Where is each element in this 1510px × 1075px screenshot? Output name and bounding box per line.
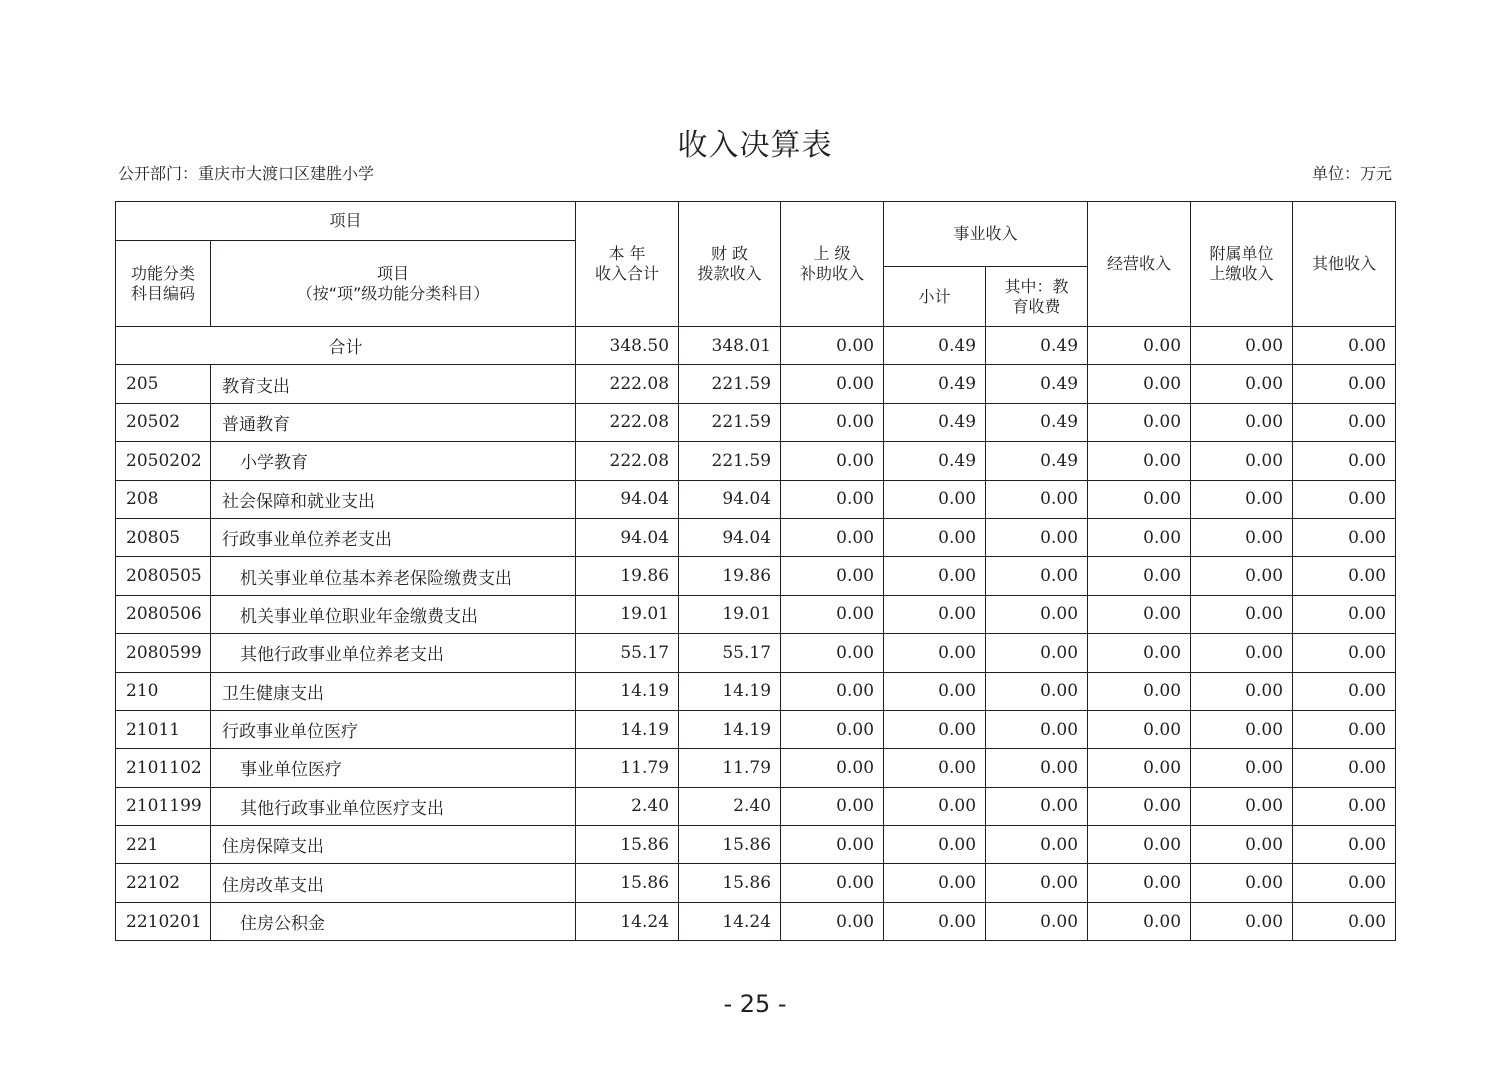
table-row (116, 672, 1396, 710)
row-code: 2080505 (116, 557, 211, 595)
total-row (116, 327, 1396, 365)
row-value: 0.00 (781, 902, 884, 940)
row-value: 0.49 (986, 442, 1088, 480)
row-value: 19.86 (576, 557, 679, 595)
row-value: 0.00 (1293, 403, 1396, 441)
row-value: 0.49 (986, 403, 1088, 441)
row-value: 0.00 (781, 480, 884, 518)
row-value: 0.00 (1088, 672, 1191, 710)
row-name: 教育支出 (211, 365, 576, 403)
row-value: 19.01 (679, 595, 781, 633)
row-value: 0.00 (781, 634, 884, 672)
table-row (116, 442, 1396, 480)
row-value: 0.00 (1088, 902, 1191, 940)
row-value: 0.00 (1088, 595, 1191, 633)
total-value: 0.00 (781, 327, 884, 365)
row-value: 94.04 (679, 480, 781, 518)
row-value: 11.79 (576, 749, 679, 787)
row-value: 222.08 (576, 442, 679, 480)
row-value: 14.19 (679, 672, 781, 710)
total-value: 0.00 (1088, 327, 1191, 365)
row-value: 94.04 (576, 518, 679, 556)
row-value: 0.00 (986, 672, 1088, 710)
row-name: 住房保障支出 (211, 826, 576, 864)
row-value: 0.00 (884, 864, 986, 902)
row-value: 0.00 (781, 442, 884, 480)
header-project-name: 项目 （按“项”级功能分类科目） (211, 241, 576, 327)
row-value: 0.00 (1088, 826, 1191, 864)
header-career-income: 事业收入 (884, 202, 1088, 267)
row-value: 0.00 (986, 864, 1088, 902)
row-value: 0.00 (986, 595, 1088, 633)
table-row (116, 480, 1396, 518)
row-value: 55.17 (576, 634, 679, 672)
row-value: 0.00 (1191, 518, 1293, 556)
row-value: 0.00 (1088, 634, 1191, 672)
row-name: 小学教育 (211, 442, 576, 480)
row-value: 94.04 (679, 518, 781, 556)
row-value: 0.00 (986, 480, 1088, 518)
row-code: 221 (116, 826, 211, 864)
table-row (116, 403, 1396, 441)
row-value: 0.00 (781, 403, 884, 441)
row-value: 0.00 (1293, 826, 1396, 864)
row-value: 0.00 (781, 557, 884, 595)
row-value: 0.00 (1088, 365, 1191, 403)
row-code: 210 (116, 672, 211, 710)
row-value: 0.00 (986, 749, 1088, 787)
header-other-income: 其他收入 (1293, 202, 1396, 327)
row-value: 0.00 (1191, 710, 1293, 748)
row-value: 0.00 (986, 634, 1088, 672)
row-value: 0.00 (884, 634, 986, 672)
table-row (116, 787, 1396, 825)
row-value: 0.00 (1191, 595, 1293, 633)
row-value: 0.00 (986, 710, 1088, 748)
row-value: 0.00 (1088, 518, 1191, 556)
header-superior-subsidy: 上 级 补助收入 (781, 202, 884, 327)
total-value: 0.49 (884, 327, 986, 365)
header-total-income: 本 年 收入合计 (576, 202, 679, 327)
row-name: 其他行政事业单位医疗支出 (211, 787, 576, 825)
table-row (116, 826, 1396, 864)
row-value: 2.40 (679, 787, 781, 825)
row-value: 0.00 (986, 787, 1088, 825)
row-value: 0.00 (1191, 864, 1293, 902)
row-value: 0.00 (884, 595, 986, 633)
row-value: 0.00 (781, 365, 884, 403)
row-value: 0.00 (781, 672, 884, 710)
total-value: 0.00 (1293, 327, 1396, 365)
total-value: 0.00 (1191, 327, 1293, 365)
row-value: 0.00 (1293, 518, 1396, 556)
row-value: 15.86 (679, 826, 781, 864)
header-fiscal-appropriation: 财 政 拨款收入 (679, 202, 781, 327)
row-value: 0.00 (884, 557, 986, 595)
header-career-edu-fee: 其中：教 育收费 (986, 267, 1088, 327)
row-value: 0.00 (1293, 595, 1396, 633)
row-value: 14.19 (576, 672, 679, 710)
row-value: 0.00 (1191, 634, 1293, 672)
row-code: 208 (116, 480, 211, 518)
row-value: 0.00 (1088, 403, 1191, 441)
row-value: 222.08 (576, 403, 679, 441)
row-value: 0.00 (1191, 365, 1293, 403)
row-value: 0.00 (1293, 365, 1396, 403)
row-value: 15.86 (679, 864, 781, 902)
row-value: 0.00 (781, 518, 884, 556)
row-value: 0.00 (1088, 864, 1191, 902)
row-value: 0.00 (1191, 442, 1293, 480)
unit-label: 单位：万元 (1311, 164, 1392, 183)
table-row (116, 518, 1396, 556)
total-value: 348.01 (679, 327, 781, 365)
row-value: 0.00 (1191, 826, 1293, 864)
row-code: 2050202 (116, 442, 211, 480)
row-value: 0.00 (884, 518, 986, 556)
row-code: 2101199 (116, 787, 211, 825)
row-value: 0.49 (884, 365, 986, 403)
row-value: 14.19 (679, 710, 781, 748)
row-value: 14.24 (576, 902, 679, 940)
row-value: 0.00 (1293, 634, 1396, 672)
row-value: 0.00 (1088, 442, 1191, 480)
total-label: 合计 (116, 327, 576, 365)
row-name: 社会保障和就业支出 (211, 480, 576, 518)
total-value: 0.49 (986, 327, 1088, 365)
row-value: 0.00 (1088, 749, 1191, 787)
row-name: 普通教育 (211, 403, 576, 441)
row-value: 15.86 (576, 826, 679, 864)
row-value: 2.40 (576, 787, 679, 825)
header-business-income: 经营收入 (1088, 202, 1191, 327)
row-value: 0.00 (1191, 749, 1293, 787)
department-label: 公开部门：重庆市大渡口区建胜小学 (118, 164, 375, 183)
row-value: 0.00 (1191, 787, 1293, 825)
row-value: 0.00 (1293, 442, 1396, 480)
row-value: 0.00 (884, 710, 986, 748)
row-value: 0.00 (1191, 902, 1293, 940)
row-value: 0.00 (884, 480, 986, 518)
row-code: 2080599 (116, 634, 211, 672)
row-value: 0.49 (884, 403, 986, 441)
row-value: 222.08 (576, 365, 679, 403)
header-func-code: 功能分类 科目编码 (116, 241, 211, 327)
row-value: 0.00 (1191, 403, 1293, 441)
table-row (116, 634, 1396, 672)
row-value: 0.00 (1191, 672, 1293, 710)
header-project: 项目 (116, 202, 576, 241)
row-value: 0.00 (1088, 480, 1191, 518)
table-row (116, 710, 1396, 748)
row-value: 0.00 (1293, 672, 1396, 710)
row-value: 0.00 (1191, 557, 1293, 595)
row-value: 0.00 (884, 749, 986, 787)
row-name: 机关事业单位职业年金缴费支出 (211, 595, 576, 633)
row-value: 94.04 (576, 480, 679, 518)
row-code: 22102 (116, 864, 211, 902)
row-value: 221.59 (679, 365, 781, 403)
row-value: 0.00 (781, 749, 884, 787)
row-value: 0.00 (986, 557, 1088, 595)
row-value: 15.86 (576, 864, 679, 902)
table-row (116, 864, 1396, 902)
row-name: 住房改革支出 (211, 864, 576, 902)
row-name: 事业单位医疗 (211, 749, 576, 787)
row-value: 0.00 (1293, 749, 1396, 787)
total-value: 348.50 (576, 327, 679, 365)
row-value: 0.00 (1293, 864, 1396, 902)
table-row (116, 749, 1396, 787)
row-value: 11.79 (679, 749, 781, 787)
report-title: 收入决算表 (677, 128, 833, 163)
header-career-subtotal: 小计 (884, 267, 986, 327)
row-code: 21011 (116, 710, 211, 748)
row-value: 0.00 (986, 826, 1088, 864)
row-value: 0.00 (1088, 557, 1191, 595)
row-code: 2080506 (116, 595, 211, 633)
row-name: 住房公积金 (211, 902, 576, 940)
row-code: 20805 (116, 518, 211, 556)
page-number: - 25 - (723, 990, 787, 1018)
table-row (116, 365, 1396, 403)
row-value: 0.00 (781, 864, 884, 902)
row-name: 行政事业单位养老支出 (211, 518, 576, 556)
income-settlement-table (115, 201, 1396, 941)
row-value: 0.00 (781, 595, 884, 633)
row-value: 0.00 (1088, 787, 1191, 825)
row-value: 0.49 (986, 365, 1088, 403)
row-value: 0.00 (1293, 480, 1396, 518)
row-value: 0.00 (781, 710, 884, 748)
table-row (116, 902, 1396, 940)
row-value: 0.00 (1088, 710, 1191, 748)
row-value: 0.00 (1293, 710, 1396, 748)
row-code: 2101102 (116, 749, 211, 787)
row-code: 20502 (116, 403, 211, 441)
row-code: 205 (116, 365, 211, 403)
row-value: 19.86 (679, 557, 781, 595)
row-name: 卫生健康支出 (211, 672, 576, 710)
header-affiliated-income: 附属单位 上缴收入 (1191, 202, 1293, 327)
row-value: 55.17 (679, 634, 781, 672)
row-value: 0.00 (884, 902, 986, 940)
row-value: 0.00 (1191, 480, 1293, 518)
row-value: 0.00 (986, 902, 1088, 940)
table-row (116, 595, 1396, 633)
row-name: 行政事业单位医疗 (211, 710, 576, 748)
row-value: 0.00 (781, 826, 884, 864)
row-value: 221.59 (679, 442, 781, 480)
row-value: 0.00 (986, 518, 1088, 556)
row-name: 机关事业单位基本养老保险缴费支出 (211, 557, 576, 595)
row-value: 0.00 (884, 826, 986, 864)
row-value: 14.24 (679, 902, 781, 940)
row-value: 0.00 (781, 787, 884, 825)
row-value: 0.49 (884, 442, 986, 480)
row-value: 221.59 (679, 403, 781, 441)
row-value: 19.01 (576, 595, 679, 633)
row-value: 0.00 (884, 787, 986, 825)
row-value: 0.00 (1293, 902, 1396, 940)
row-value: 0.00 (884, 672, 986, 710)
row-name: 其他行政事业单位养老支出 (211, 634, 576, 672)
row-code: 2210201 (116, 902, 211, 940)
table-row (116, 557, 1396, 595)
row-value: 0.00 (1293, 787, 1396, 825)
row-value: 14.19 (576, 710, 679, 748)
row-value: 0.00 (1293, 557, 1396, 595)
